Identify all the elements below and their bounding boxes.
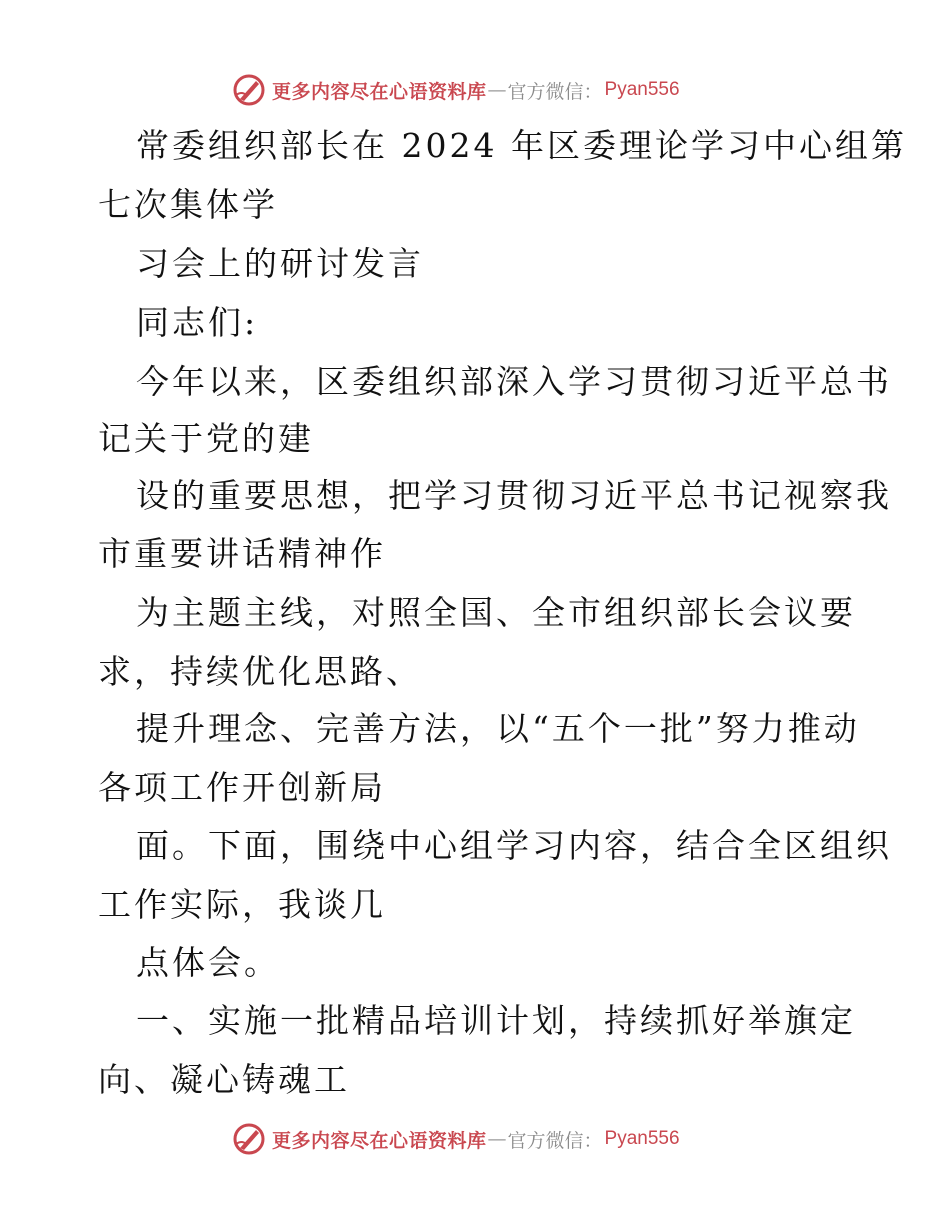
section-heading-line: 一、实施一批精品培训计划，持续抓好举旗定 xyxy=(136,1001,856,1040)
banner-slogan: 更多内容尽在心语资料库 xyxy=(272,1129,487,1152)
paragraph-line: 提升理念、完善方法，以“五个一批”努力推动 xyxy=(136,709,860,748)
title-line-1: 常委组织部长在 2024 年区委理论学习中心组第 xyxy=(136,126,907,165)
paragraph-line: 设的重要思想，把学习贯彻习近平总书记视察我 xyxy=(136,476,892,515)
quill-logo-icon xyxy=(232,73,266,107)
paragraph-line: 求，持续优化思路、 xyxy=(98,652,422,691)
paragraph-line: 为主题主线，对照全国、全市组织部长会议要 xyxy=(136,593,856,632)
paragraph-line: 面。下面，围绕中心组学习内容，结合全区组织 xyxy=(136,826,892,865)
title-line-3: 习会上的研讨发言 xyxy=(136,244,424,283)
banner-separator: — xyxy=(487,1128,507,1150)
paragraph-line: 工作实际，我谈几 xyxy=(98,885,386,924)
paragraph-line: 记关于党的建 xyxy=(98,419,314,458)
paragraph-line: 各项工作开创新局 xyxy=(98,768,386,807)
footer-banner[interactable] xyxy=(232,1121,712,1157)
banner-wechat-label: 官方微信： xyxy=(507,80,603,103)
title-line-2: 七次集体学 xyxy=(98,185,278,224)
banner-separator: — xyxy=(487,79,507,101)
banner-wechat-id: Pyan556 xyxy=(604,79,680,100)
section-heading-line: 向、凝心铸魂工 xyxy=(98,1060,350,1099)
header-banner[interactable] xyxy=(232,72,712,108)
banner-wechat-id: Pyan556 xyxy=(604,1128,680,1149)
paragraph-line: 市重要讲话精神作 xyxy=(98,534,386,573)
quill-logo-icon xyxy=(232,1122,266,1156)
paragraph-line: 今年以来，区委组织部深入学习贯彻习近平总书 xyxy=(136,362,892,401)
salutation: 同志们: xyxy=(136,303,259,342)
banner-wechat-label: 官方微信： xyxy=(507,1129,603,1152)
paragraph-line: 点体会。 xyxy=(136,943,280,982)
banner-slogan: 更多内容尽在心语资料库 xyxy=(272,80,487,103)
